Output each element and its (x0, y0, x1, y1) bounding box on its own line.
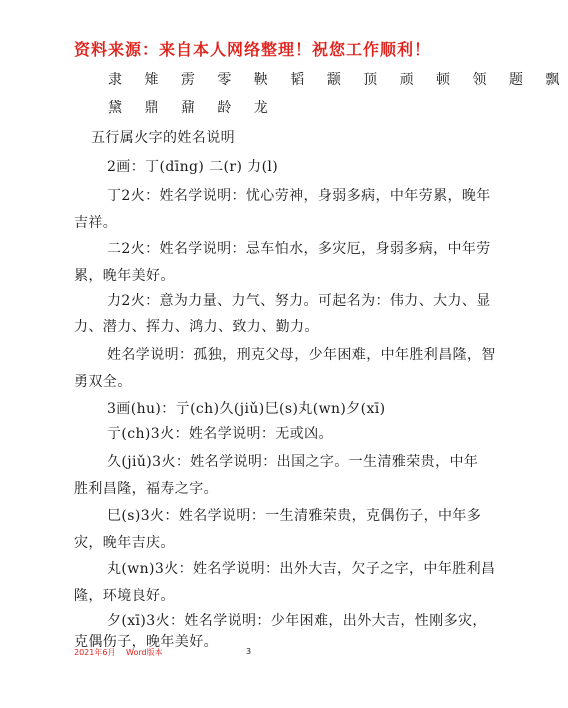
entry-ding-line2: 吉祥。 (74, 215, 118, 231)
entry-er-line1: 二2火：姓名学说明：忌车怕水，多灾厄，身弱多病，中年劳 (107, 241, 491, 257)
entry-er-line2: 累，晚年美好。 (74, 268, 175, 284)
entry-xi-line2: 克偶伤子，晚年美好。 (74, 634, 218, 650)
entry-wan-line2: 隆，环境良好。 (74, 588, 175, 604)
char-row-2: 黛 鼎 鼐 龄 龙 (108, 100, 277, 116)
section-title: 五行属火字的姓名说明 (91, 130, 235, 146)
entry-si-line2: 灾，晚年吉庆。 (74, 535, 175, 551)
entry-chu: 亍(ch)3火：姓名学说明：无或凶。 (107, 426, 333, 442)
entry-li-line1: 力2火：意为力量、力气、努力。可起名为：伟力、大力、显 (107, 293, 491, 309)
char-row-1: 隶 雉 雳 零 鞅 韬 颥 顶 顽 顿 领 题 飘 (108, 72, 568, 88)
source-banner: 资料来源：来自本人网络整理！祝您工作顺利！ (74, 40, 432, 59)
entry-si-line1: 巳(s)3火：姓名学说明：一生清雅荣贵，克偶伤子，中年多 (107, 508, 482, 524)
entry-jiu-line2: 胜利昌隆，福寿之字。 (74, 481, 218, 497)
entry-xi-line1: 夕(xī)3火：姓名学说明：少年困难，出外大吉，性刚多灾， (107, 613, 487, 629)
entry-wan-line1: 丸(wn)3火：姓名学说明：出外大吉，欠子之字，中年胜利昌 (107, 561, 496, 577)
entry-li-fortune-line1: 姓名学说明：孤独，刑克父母，少年困难，中年胜利昌隆，智 (107, 347, 496, 363)
footer-date: 2021年6月 (74, 648, 116, 657)
entry-ding-line1: 丁2火：姓名学说明：忧心劳神，身弱多病，中年劳累，晚年 (107, 188, 491, 204)
stroke-3-heading: 3画(hu)：亍(ch)久(jiǔ)巳(s)丸(wn)夕(xī) (107, 401, 386, 417)
entry-li-fortune-line2: 勇双全。 (74, 374, 132, 390)
stroke-2-heading: 2画：丁(dīng) 二(r) 力(l) (107, 159, 279, 175)
page-number: 3 (246, 647, 252, 656)
entry-jiu-line1: 久(jiǔ)3火：姓名学说明：出国之字。一生清雅荣贵，中年 (107, 454, 479, 470)
entry-li-line2: 力、潜力、挥力、鸿力、致力、勤力。 (74, 319, 319, 335)
footer-version: Word版本 (126, 648, 163, 657)
